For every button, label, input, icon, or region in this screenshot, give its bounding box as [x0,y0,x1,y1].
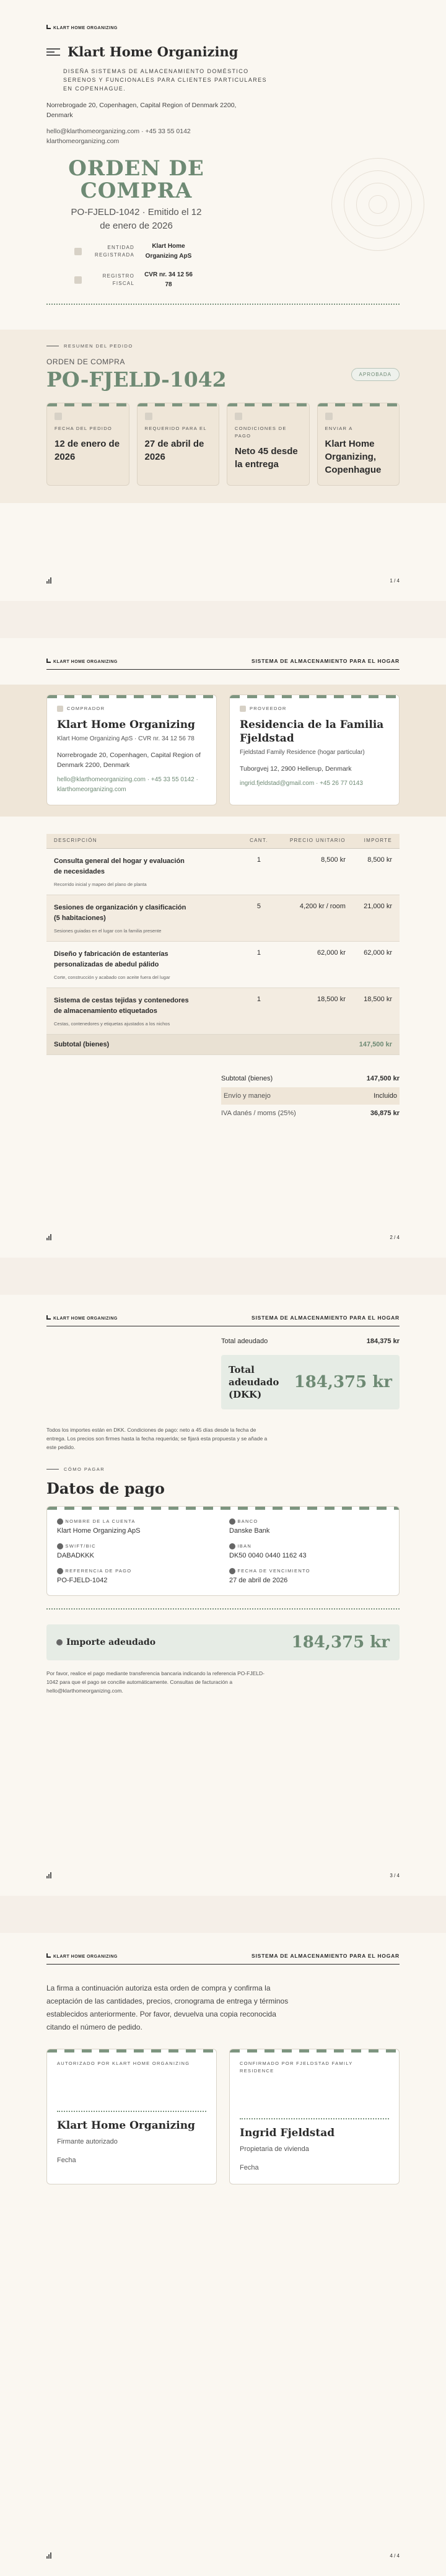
supplier-label: PROVEEDOR [250,706,287,711]
brand-mark-icon [46,25,51,29]
line-items-table [46,834,400,1055]
signature-intro: La firma a continuación autoriza esta orden de compra y confirma la aceptación de las cantidades, precios, cronograma de entrega y términos establecidos anteriormente. Por favor, devuelva una copia reconocida citando el número de pedido. [46,1984,289,2031]
pay-field-account: NOMBRE DE LA CUENTA Klart Home Organizing ApS [57,1518,217,1535]
page-number: 3 / 4 [390,1872,400,1878]
table-row [46,895,400,942]
supplier-legal: Fjeldstad Family Residence (hogar particular) [240,749,365,756]
page-4 [0,1933,446,2576]
brand-mini-label: KLART HOME ORGANIZING [53,1316,118,1321]
status-badge: APROBADA [351,368,400,381]
page-header [46,1295,400,1326]
clock-icon [145,413,152,420]
item-unit: 62,000 kr [271,942,346,988]
brand-mini [46,1953,118,1959]
buyer-icon [57,706,63,712]
signer-name: Ingrid Fjeldstad [240,2127,335,2139]
pay-field-swift: SWIFT/BIC DABADKKK [57,1543,217,1559]
order-summary [0,330,446,503]
signature-date: Fecha [240,2164,259,2171]
item-unit: 18,500 kr [271,988,346,1035]
swift-icon [57,1543,63,1549]
pay-field-value: 27 de abril de 2026 [229,1577,288,1585]
item-unit: 4,200 kr / room [271,895,346,942]
page-footer [46,577,400,584]
pay-field-value: Danske Bank [229,1527,270,1535]
system-label: SISTEMA DE ALMACENAMIENTO PARA EL HOGAR [251,658,400,664]
item-name: Consulta general del hogar y evaluación de necesidades [54,857,185,876]
item-amount: 18,500 kr [346,988,400,1035]
col-desc: DESCRIPCIÓN [46,834,247,849]
tile-value: 27 de abril de 2026 [144,439,204,463]
supplier-card [229,694,400,805]
logo-lines-icon [46,46,60,58]
item-qty: 5 [247,895,271,942]
payment-note: Por favor, realice el pago mediante transferencia bancaria indicando la referencia PO-FJELD-1042 para que el pago se concilie automáticamente. Consultas de facturación a hello@klarthomeorganizing.com. [46,1670,265,1694]
grand-total [221,1333,400,1409]
tile-order-date [46,403,129,486]
registry-value: CVR nr. 34 12 56 78 [144,271,193,288]
signatures [46,2049,400,2184]
bars-icon [46,577,51,584]
signature-block-supplier [229,2049,400,2184]
pay-field-value: Klart Home Organizing ApS [57,1527,141,1535]
page-footer [46,2552,400,2559]
entity-value: Klart Home Organizing ApS [145,243,192,260]
signature-line [240,2118,389,2119]
buyer-address: Norrebrogade 20, Copenhagen, Capital Region of Denmark 2200, Denmark [57,751,201,769]
company-contact-web: klarthomeorganizing.com [46,138,120,145]
grand-total-value: 184,375 kr [294,1373,392,1391]
hero [0,0,446,290]
grand-total-label: Total adeudado (DKK) [229,1364,279,1400]
page-3 [0,1295,446,1896]
pay-field-due: FECHA DE VENCIMIENTO 27 de abril de 2026 [229,1568,389,1584]
signature-date: Fecha [57,2157,76,2164]
item-amount: 62,000 kr [346,942,400,988]
document-title: ORDEN DE COMPRA [68,156,204,203]
signature-block-buyer [46,2049,217,2184]
table-row [46,988,400,1035]
brand-mark-icon [46,1315,51,1320]
registry-row [74,270,204,290]
system-label: SISTEMA DE ALMACENAMIENTO PARA EL HOGAR [251,1315,400,1321]
title-block [68,157,204,290]
payment-heading [46,1466,400,1497]
tile-required-date [137,403,220,486]
parties [0,685,446,817]
company-name: Klart Home Organizing [68,44,238,59]
page-footer [46,1234,400,1240]
divider [46,304,400,305]
tile-value: Klart Home Organizing, Copenhague [325,439,382,476]
subtotal-value: 147,500 kr [346,1035,400,1055]
summary-section-label: RESUMEN DEL PEDIDO [64,343,133,349]
entity-row [74,242,204,261]
amount-due-box [46,1624,400,1660]
entity-icon [74,248,82,255]
buyer-contact: hello@klarthomeorganizing.com · +45 33 55 0142 · klarthomeorganizing.com [57,776,198,794]
supplier-name: Residencia de la Familia Fjeldstad [240,719,384,745]
brand-mini-label: KLART HOME ORGANIZING [53,26,118,30]
col-unit: PRECIO UNITARIO [271,834,346,849]
brand-mark-icon [46,1953,51,1958]
divider [46,1608,400,1610]
supplier-contact: ingrid.fjeldstad@gmail.com · +45 26 77 0143 [240,780,363,787]
subtotal-label: Subtotal (bienes) [46,1035,346,1055]
summary-tiles [46,403,400,486]
pay-field-value: PO-FJELD-1042 [57,1577,108,1585]
item-desc: Corte, construcción y acabado con aceite fuera del lugar [54,975,170,981]
page-footer [46,1872,400,1878]
grand-total-box [221,1355,400,1409]
signer-role: Propietaria de vivienda [240,2145,309,2153]
bars-icon [46,1872,51,1878]
totals-vat-value: 36,875 kr [370,1110,400,1118]
company-contact [46,126,400,146]
buyer-label: COMPRADOR [67,706,105,711]
system-label: SISTEMA DE ALMACENAMIENTO PARA EL HOGAR [251,1953,400,1959]
terms-note: Todos los importes están en DKK. Condiciones de pago: neto a 45 días desde la fecha de entrega. Los precios son firmes hasta la fecha requerida; se fijará esta propuesta y se añade a este pedido. [46,1427,268,1450]
page-number: 1 / 4 [390,577,400,584]
subtotal-row [46,1035,400,1055]
brand-mini-label: KLART HOME ORGANIZING [53,1954,118,1959]
pay-field-value: DK50 0040 0440 1162 43 [229,1552,307,1560]
supplier-icon [240,706,246,712]
registry-label: REGISTRO FISCAL [102,273,134,286]
payment-details [46,1506,400,1596]
pay-field-bank: BANCO Danske Bank [229,1518,389,1535]
signature-label: AUTORIZADO POR KLART HOME ORGANIZING [57,2061,190,2066]
pay-field-iban: IBAN DK50 0040 0440 1162 43 [229,1543,389,1559]
totals-subtotal-value: 147,500 kr [366,1075,400,1083]
payment-kicker: CÓMO PAGAR [64,1466,105,1472]
tile-ship-to [317,403,400,486]
payment-title: Datos de pago [46,1479,165,1497]
brand-mark-icon [46,659,51,663]
brand-mini-label: KLART HOME ORGANIZING [53,659,118,664]
tile-value: Neto 45 desde la entrega [235,446,298,470]
brand-mini [46,25,400,30]
item-qty: 1 [247,942,271,988]
item-desc: Cestas, contenedores y etiquetas ajustados a los nichos [54,1021,170,1027]
iban-icon [229,1543,235,1549]
location-icon [325,413,333,420]
signature-label: CONFIRMADO POR FJELDSTAD FAMILY RESIDENCE [240,2061,353,2074]
registry-icon [74,276,82,284]
tile-payment-terms [227,403,310,486]
signer-name: Klart Home Organizing [57,2119,195,2132]
totals-shipping-label: Envío y manejo [224,1092,271,1100]
tile-label: REQUERIDO PARA EL [144,426,207,432]
totals [221,1070,400,1122]
page-number: 4 / 4 [390,2552,400,2559]
brand-mini [46,659,118,664]
item-amount: 8,500 kr [346,849,400,895]
company-address: Norrebrogade 20, Copenhagen, Capital Region of Denmark 2200, Denmark [46,102,237,119]
buyer-card [46,694,217,805]
table-row [46,849,400,895]
page-header [46,638,400,670]
buyer-name: Klart Home Organizing [57,719,195,732]
reference-icon [57,1568,63,1574]
bank-icon [229,1518,235,1525]
item-unit: 8,500 kr [271,849,346,895]
card-icon [235,413,242,420]
bars-icon [46,1234,51,1240]
item-amount: 21,000 kr [346,895,400,942]
totals-subtotal-label: Subtotal (bienes) [221,1075,273,1083]
item-name: Sesiones de organización y clasificación (5 habitaciones) [54,904,186,922]
decorative-circles [331,158,424,251]
bars-icon [46,2552,51,2559]
tile-label: FECHA DEL PEDIDO [55,426,113,432]
supplier-address: Tuborgvej 12, 2900 Hellerup, Denmark [240,765,352,773]
page-1 [0,0,446,601]
page-header [46,1933,400,1965]
amount-due-value: 184,375 kr [291,1633,390,1652]
page-number: 2 / 4 [390,1234,400,1240]
page-2 [0,638,446,1258]
document-subtitle: PO-FJELD-1042 · Emitido el 12 de enero de 2026 [71,207,202,231]
summary-kicker: ORDEN DE COMPRA [46,357,125,366]
calendar-icon [229,1568,235,1574]
item-name: Sistema de cestas tejidas y contenedores de almacenamiento etiquetados [54,997,189,1015]
buyer-legal: Klart Home Organizing ApS · CVR nr. 34 12 56 78 [57,735,195,743]
totals-vat-label: IVA danés / moms (25%) [221,1110,296,1118]
account-icon [57,1518,63,1525]
pay-field-value: DABADKKK [57,1552,94,1560]
amount-due-label: Importe adeudado [66,1637,156,1648]
col-qty: CANT. [247,834,271,849]
entity-label: ENTIDAD REGISTRADA [94,245,134,258]
tile-label: CONDICIONES DE PAGO [235,426,287,439]
col-amount: IMPORTE [346,834,400,849]
company-tagline: DISEÑA SISTEMAS DE ALMACENAMIENTO DOMÉSTICO SERENOS Y FUNCIONALES PARA CLIENTES PARTICULARES EN COPENHAGUE. [63,68,267,92]
table-row [46,942,400,988]
item-name: Diseño y fabricación de estanterías personalizadas de abedul pálido [54,950,168,969]
amount-icon [56,1639,63,1645]
item-desc: Sesiones guiadas en el lugar con la familia presente [54,928,162,934]
total-due-value: 184,375 kr [366,1338,400,1345]
tile-value: 12 de enero de 2026 [55,439,120,463]
calendar-icon [55,413,62,420]
signer-role: Firmante autorizado [57,2138,118,2145]
order-number: PO-FJELD-1042 [46,367,227,392]
item-desc: Recorrido inicial y mapeo del plano de planta [54,882,147,888]
total-due-label: Total adeudado [221,1338,268,1345]
brand-mini [46,1315,118,1321]
item-qty: 1 [247,988,271,1035]
signature-line [57,2111,206,2112]
item-qty: 1 [247,849,271,895]
totals-shipping-value: Incluido [374,1092,397,1100]
company-contact-email: hello@klarthomeorganizing.com · +45 33 55 0142 [46,128,191,135]
pay-field-reference: REFERENCIA DE PAGO PO-FJELD-1042 [57,1568,217,1584]
tile-label: ENVIAR A [325,426,353,432]
